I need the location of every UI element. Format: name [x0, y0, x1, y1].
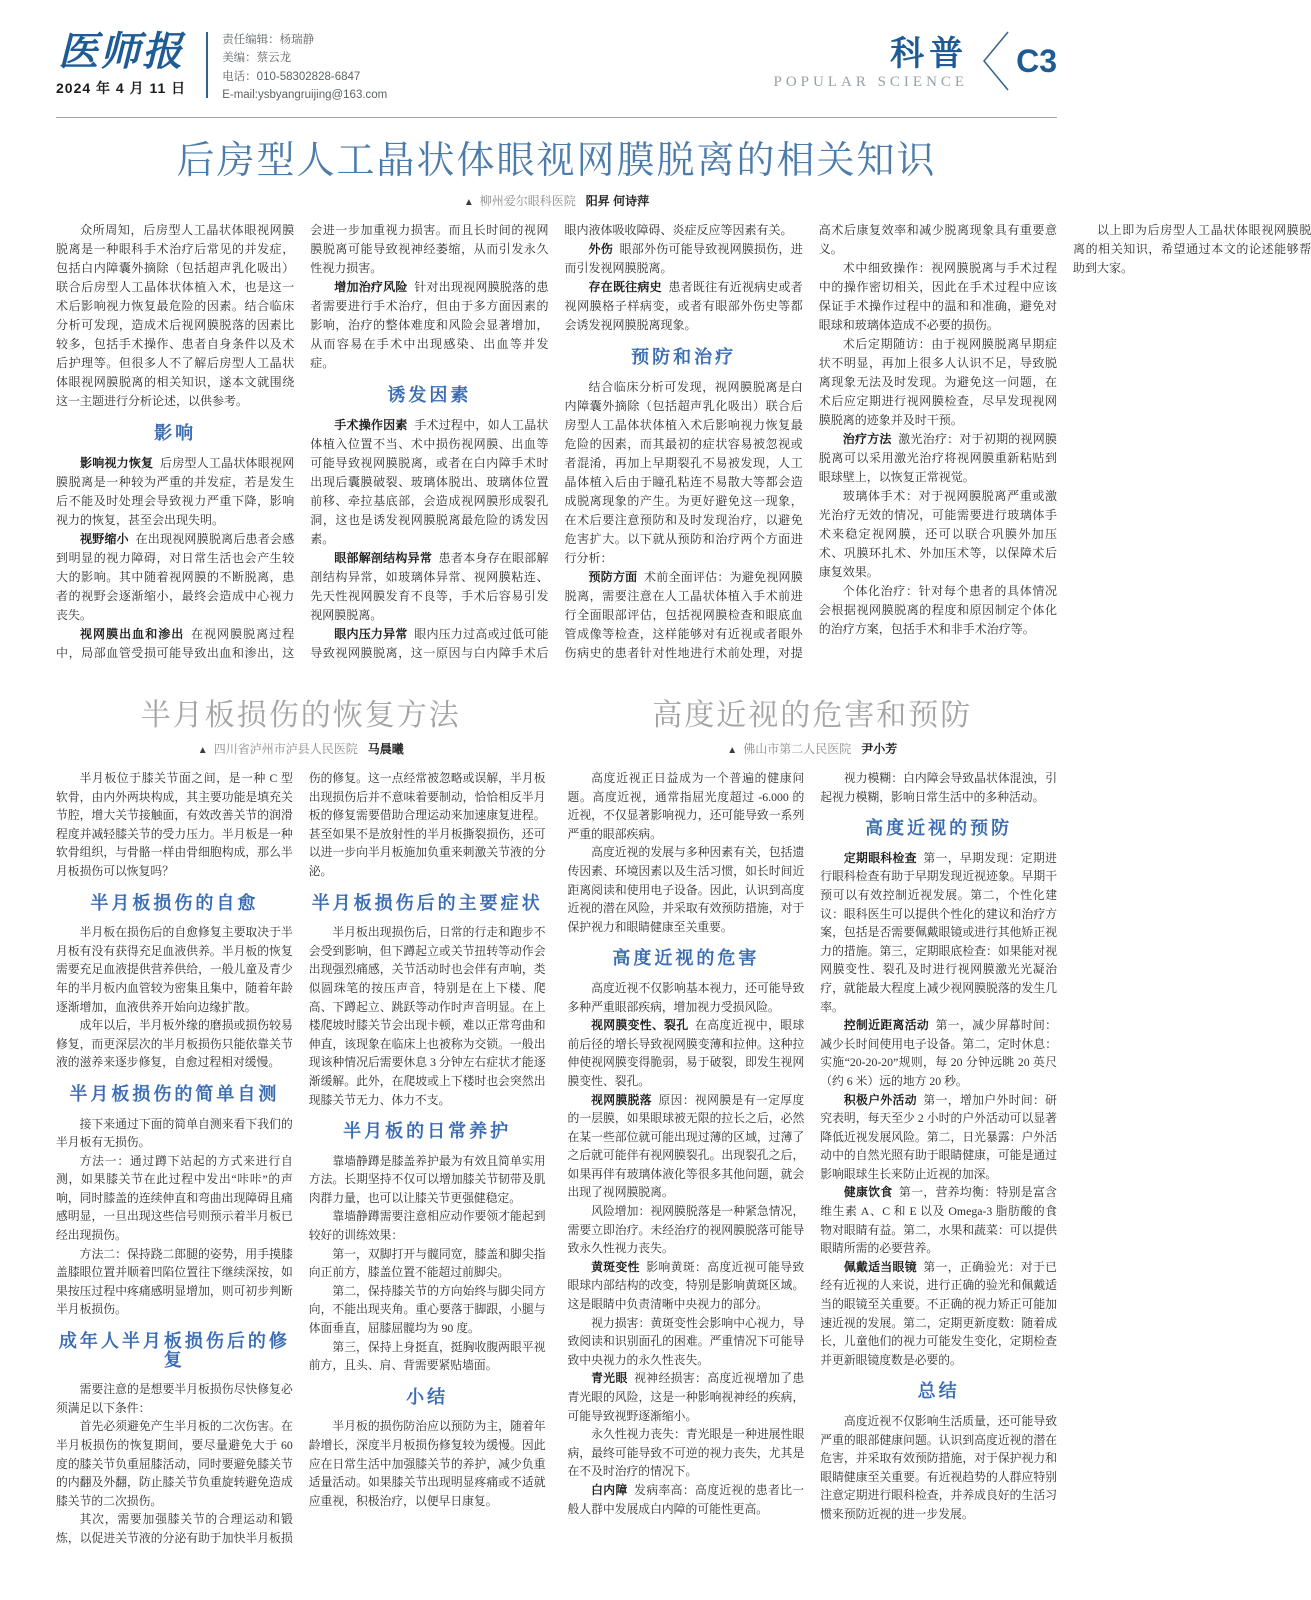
section-heading: 成年人半月板损伤后的修复 — [58, 1331, 290, 1370]
article-body — [56, 221, 1311, 676]
paragraph: 方法二：保持跷二郎腿的姿势，用手摸膝盖膝眼位置并顺着凹陷位置往下继续深按，如果按压过程中疼痛感明显增加，则可初步判断半月板损伤。 — [56, 1246, 293, 1317]
byline-authors: 尹小芳 — [861, 742, 898, 756]
issue-date: 2024 年 4 月 11 日 — [56, 80, 187, 96]
paragraph: 高度近视不仅影响生活质量，还可能导致严重的眼部健康问题。认识到高度近视的潜在危害，并采取有效预防措施，对于保护视力和眼睛健康至关重要。有近视趋势的人群应特别注意定期进行眼科检查，并养成良好的生活习惯来预防近视的进一步发展。 — [820, 1414, 1057, 1521]
paragraph: 增加治疗风险 针对出现视网膜脱落的患者需要进行手术治疗，但由于多方面因素的影响，治疗的整体难度和风险会显著增加，从而容易在手术中出现感染、出血等并发症。 — [310, 280, 549, 370]
paragraph: 半月板出现损伤后，日常的行走和跑步不会受到影响，但下蹲起立或关节扭转等动作会出现强烈痛感，关节活动时也会伴有声响，类似圆珠笔的按压声音，特别是在上下楼、爬高、下蹲起立、跳跃等动作时声音明显。在上楼爬坡时膝关节会出现卡顿，难以正常弯曲和伸直，该现象在临床上也被称为交锁。一般出现该种情况后需要休息 3 分钟左右症状才能逐渐缓解。此外，在爬坡或上下楼时也会突然出现膝关节无力、体力不支。 — [308, 925, 546, 1107]
paragraph-lead: 视野缩小 — [80, 532, 129, 546]
masthead-divider — [206, 32, 208, 98]
paragraph-lead: 视网膜出血和渗出 — [80, 627, 185, 641]
article-myopia — [568, 698, 1058, 1548]
section-heading: 半月板的日常养护 — [343, 1121, 512, 1142]
paragraph-lead: 定期眼科检查 — [843, 850, 917, 865]
paragraph: 第二，保持膝关节的方向始终与脚尖同方向，不能出现夹角。重心要落于脚跟，小腿与体面垂直，屈膝屈髋均为 90 度。 — [308, 1283, 546, 1336]
section-heading: 影响 — [154, 423, 197, 443]
paragraph: 方法一：通过蹲下站起的方式来进行自测，如果膝关节在此过程中发出“咔咔”的声响，同时膝盖的连续伸直和弯曲出现障碍且痛感明显，一旦出现这些信号则预示着半月板已经出现损伤。 — [56, 1153, 293, 1243]
byline-triangle-icon: ▲ — [727, 745, 738, 756]
article-title: 后房型人工晶状体眼视网膜脱离的相关知识 — [176, 140, 937, 182]
logo-block — [56, 30, 186, 98]
paragraph: 个体化治疗：针对每个患者的具体情况会根据视网膜脱离的程度和原因制定个体化的治疗方案，包括手术和非手术治疗等。 — [818, 584, 1057, 636]
paragraph-lead: 外伤 — [588, 242, 613, 256]
section-heading: 半月板损伤后的主要症状 — [311, 892, 543, 913]
article-main — [56, 138, 1311, 676]
paragraph: 成年以后，半月板外缘的磨损或损伤较易修复，而更深层次的半月板损伤只能依靠关节液的滋养来逐步修复，自愈过程相对缓慢。 — [56, 1018, 293, 1070]
chevron-left-icon — [980, 30, 1010, 92]
paragraph-lead: 佩戴适当眼镜 — [843, 1259, 917, 1274]
paragraph: 视网膜变性、裂孔 在高度近视中，眼球前后径的增长导致视网膜变薄和拉伸。这种拉伸使视网膜变得脆弱，易于破裂，即发生视网膜变性、裂孔。 — [567, 1018, 805, 1088]
byline-authors: 阳昇 何诗萍 — [585, 194, 650, 208]
editor-line: 美编：蔡云龙 — [222, 52, 292, 65]
article-byline — [568, 740, 1058, 757]
section-banner — [773, 30, 1057, 92]
article-title: 高度近视的危害和预防 — [652, 699, 973, 732]
paragraph: 治疗方法 激光治疗：对于初期的视网膜脱离可以采用激光治疗将视网膜重新粘贴到眼球壁上，以恢复正常视觉。 — [818, 432, 1057, 484]
article-meniscus — [56, 698, 546, 1548]
article-byline — [56, 192, 1057, 209]
paragraph: 第一，双脚打开与髋同宽，膝盖和脚尖指向正前方，膝盖位置不能超过前脚尖。 — [308, 1246, 546, 1280]
paragraph: 白内障 发病率高：高度近视的患者比一般人群中发展成白内障的可能性更高。 — [567, 1482, 805, 1516]
section-heading: 诱发因素 — [387, 385, 472, 405]
section-heading: 总结 — [917, 1381, 960, 1402]
editor-line: 电话：010-58302828-6847 — [222, 70, 361, 83]
paragraph-lead: 积极户外活动 — [843, 1092, 917, 1107]
paragraph: 外伤 眼部外伤可能导致视网膜损伤，进而引发视网膜脱离。 — [564, 242, 803, 275]
newspaper-logo: 医师报 — [58, 28, 185, 75]
paragraph: 高度近视的发展与多种因素有关，包括遗传因素、环境因素以及生活习惯，如长时间近距离阅读和使用电子设备。因此，认识到高度近视的潜在风险，并采取有效预防措施，对于保护视力和眼睛健康至关重要。 — [567, 845, 805, 934]
paragraph: 风险增加：视网膜脱落是一种紧急情况，需要立即治疗。未经治疗的视网膜脱落可能导致永久性视力丧失。 — [567, 1204, 805, 1256]
paragraph: 眼部解剖结构异常 患者本身存在眼部解剖结构异常，如玻璃体异常、视网膜粘连、先天性视网膜发育不良等，手术后容易引发视网膜脱离。 — [310, 551, 549, 622]
paragraph: 影响视力恢复 后房型人工晶状体眼视网膜脱离是一种较为严重的并发症，若是发生后不能及时处理会导致视力严重下降，影响视力的恢复，甚至会出现失明。 — [56, 456, 295, 527]
article-byline — [56, 740, 546, 757]
paragraph: 第三，保持上身挺直，挺胸收腹两眼平视前方，且头、肩、背需要紧贴墙面。 — [308, 1339, 546, 1373]
article-title: 半月板损伤的恢复方法 — [140, 699, 461, 732]
editor-info — [222, 30, 387, 105]
bottom-articles — [56, 698, 1057, 1548]
paragraph-lead: 治疗方法 — [842, 432, 892, 446]
paragraph: 术后定期随访：由于视网膜脱离早期症状不明显，再加上很多人认识不足，导致脱离现象无法及时发现。为避免这一问题，在术后应定期进行视网膜检查，尽早发现视网膜脱离的迹象并及时干预。 — [818, 337, 1057, 427]
paragraph: 手术操作因素 手术过程中，如人工晶状体植入位置不当、术中损伤视网膜、出血等可能导致视网膜脱离，或者在白内障手术时出现后囊膜破裂、玻璃体脱出、玻璃体位置前移、牵拉基底部，会造成视网膜形成裂孔洞，这也是诱发视网膜脱离最危险的诱发因素。 — [310, 418, 549, 546]
section-heading: 高度近视的危害 — [612, 948, 760, 969]
paragraph-lead: 健康饮食 — [843, 1185, 893, 1200]
paragraph: 半月板的损伤防治应以预防为主，随着年龄增长，深度半月板损伤修复较为缓慢。因此应在日常生活中加强膝关节的养护，减少负重适量活动。如果膝关节出现明显疼痛或不适就应重视，积极治疗，以便早日康复。 — [308, 1419, 546, 1508]
byline-triangle-icon: ▲ — [197, 745, 208, 756]
paragraph: 佩戴适当眼镜 第一，正确验光：对于已经有近视的人来说，进行正确的验光和佩戴适当的眼镜至关重要。不正确的视力矫正可能加速近视的发展。第二，定期更新度数：随着成长，儿童他们的视力可能发生变化，定期检查并更新眼镜度数是必要的。 — [820, 1259, 1057, 1367]
paragraph: 半月板位于膝关节面之间，是一种 C 型软骨，由内外两块构成，其主要功能是填充关节腔，增大关节接触面，有效改善关节的润滑程度并减轻膝关节的受力压力。半月板是一种软骨组织，与骨骼一样由骨细胞构成，那么半月板损伤可以恢复吗？ — [56, 771, 293, 878]
paragraph-lead: 白内障 — [591, 1482, 628, 1497]
section-heading: 半月板损伤的自愈 — [90, 892, 259, 913]
byline-triangle-icon: ▲ — [463, 197, 474, 208]
editor-line: 责任编辑：杨瑞静 — [222, 34, 315, 46]
paragraph: 眼内压力异常 眼内压力过高或过低可能导致视网膜脱离，这一原因与白内障手术后眼内液体吸收障碍、炎症反应等因素有关。 — [310, 223, 793, 660]
paragraph: 积极户外活动 第一，增加户外时间：研究表明，每天至少 2 小时的户外活动可以显著降低近视发展风险。第二，日光暴露：户外活动中的自然光照有助于眼睛健康，可能是通过影响眼球生长来防止近视的加深。 — [820, 1092, 1057, 1181]
paragraph-lead: 影响视力恢复 — [80, 456, 154, 470]
paragraph: 玻璃体手术：对于视网膜脱离严重或激光治疗无效的情况，可能需要进行玻璃体手术来稳定视网膜，还可以联合巩膜外加压术、巩膜环扎术、外加压术等，以保障术后康复效果。 — [818, 489, 1057, 579]
paragraph: 视网膜出血和渗出 在视网膜脱离过程中，局部血管受损可能导致出血和渗出，这会进一步加重视力损害。而且长时间的视网膜脱离可能导致视神经萎缩，从而引发永久性视力损害。 — [56, 223, 549, 660]
paragraph: 靠墙静蹲是膝盖养护最为有效且简单实用方法。长期坚持不仅可以增加膝关节韧带及肌肉群力量，也可以让膝关节更强健稳定。 — [308, 1153, 546, 1205]
paragraph: 控制近距离活动 第一，减少屏幕时间：减少长时间使用电子设备。第二，定时休息：实施“20-20-20”规则，每 20 分钟远眺 20 英尺（约 6 米）远的地方 20 秒。 — [820, 1018, 1057, 1088]
page-number: C3 — [1016, 43, 1057, 79]
paragraph-lead: 存在既往病史 — [588, 280, 662, 294]
paragraph: 视力模糊：白内障会导致晶状体混浊，引起视力模糊，影响日常生活中的多种活动。 — [820, 771, 1057, 804]
paragraph: 定期眼科检查 第一，早期发现：定期进行眼科检查有助于早期发现近视迹象。早期干预可以有效控制近视发展。第二，个性化建议：眼科医生可以提供个性化的建议和治疗方案，包括是否需要佩戴眼镜或进行其他矫正视力的措施。第三，定期眼底检查：如果能对视网膜变性、裂孔及时进行视网膜激光光凝治疗，就能最大程度上减少视网膜脱落的发生几率。 — [820, 850, 1057, 1014]
paragraph: 视野缩小 在出现视网膜脱离后患者会感到明显的视力障碍，对日常生活也会产生较大的影响。其中随着视网膜的不断脱离，患者的视野会逐渐缩小，最终会造成中心视力丧失。 — [56, 532, 295, 622]
paragraph-lead: 视网膜脱落 — [591, 1092, 652, 1107]
paragraph: 众所周知，后房型人工晶状体眼视网膜脱离是一种眼科手术治疗后常见的并发症，包括白内障囊外摘除（包括超声乳化吸出）联合后房型人工晶体状体植入术，也是这一术后影响视力恢复最危险的因素。结合临床分析可发现，造成术后视网膜脱落的因素比较多，包括手术操作、患者自身条件以及术后护理等。但很多人不了解后房型人工晶状体眼视网膜脱离的相关知识，遂本文就围绕这一主题进行分析论述，以供参考。 — [56, 223, 295, 408]
section-heading: 半月板损伤的简单自测 — [69, 1083, 280, 1104]
paragraph-lead: 眼部解剖结构异常 — [334, 551, 433, 565]
paragraph: 健康饮食 第一，营养均衡：特别是富含维生素 A、C 和 E 以及 Omega-3 脂肪酸的食物对眼睛有益。第二，水果和蔬菜：可以提供眼睛所需的必要营养。 — [820, 1185, 1057, 1256]
byline-authors: 马晨曦 — [367, 742, 404, 756]
paragraph: 高度近视不仅影响基本视力，还可能导致多种严重眼部疾病，增加视力受损风险。 — [567, 980, 805, 1014]
paragraph: 以上即为后房型人工晶状体眼视网膜脱离的相关知识，希望通过本文的论述能够帮助到大家。 — [1073, 223, 1311, 275]
paragraph-lead: 视网膜变性、裂孔 — [591, 1018, 689, 1033]
paragraph: 需要注意的是想要半月板损伤尽快修复必须满足以下条件： — [56, 1382, 293, 1415]
section-name-cn: 科普 — [890, 35, 969, 73]
paragraph: 视力损害：黄斑变性会影响中心视力，导致阅读和识别面孔的困难。严重情况下可能导致中央视力的永久性丧失。 — [567, 1315, 805, 1367]
paragraph: 预防方面 术前全面评估：为避免视网膜脱离，需要注意在人工晶状体植入手术前进行全面眼部评估，包括视网膜检查和眼底血管成像等检查，这样能够对有近视或者眼外伤病史的患者针对性地进行术前处理，对提高术后康复效率和减少脱离现象具有重要意义。 — [564, 223, 1057, 660]
masthead — [56, 30, 1057, 118]
paragraph-lead: 预防方面 — [588, 570, 638, 584]
paragraph: 术中细致操作：视网膜脱离与手术过程中的操作密切相关，因此在手术过程中应该保证手术操作过程中的温和和准确，避免对眼球和玻璃体造成不必要的损伤。 — [818, 261, 1057, 332]
paragraph: 首先必须避免产生半月板的二次伤害。在半月板损伤的恢复期间，要尽量避免大于 60 度的膝关节负重屈膝活动，同时要避免膝关节的内翻及外翻，防止膝关节负重旋转避免造成膝关节的二次损伤。 — [56, 1419, 293, 1508]
article-body — [56, 769, 546, 1548]
section-label — [773, 36, 968, 91]
editor-line: E-mail:ysbyangruijing@163.com — [222, 89, 388, 102]
section-name-en: POPULAR SCIENCE — [773, 74, 969, 90]
paragraph: 接下来通过下面的简单自测来看下我们的半月板有无损伤。 — [56, 1116, 293, 1150]
paragraph: 结合临床分析可发现，视网膜脱离是白内障囊外摘除（包括超声乳化吸出）联合后房型人工晶体状体植入术后影响视力恢复最危险的因素，而其最初的症状容易被忽视或者混淆，再加上早期裂孔不易被发现，人工晶体植入后由于瞳孔粘连不易散大等都会造成脱离现象的产生。为更好避免这一现象，在术后要注意预防和及时发现治疗，以避免危害扩大。以下就从预防和治疗两个方面进行分析： — [564, 380, 803, 565]
paragraph-lead: 青光眼 — [591, 1371, 628, 1386]
paragraph: 视网膜脱落 原因：视网膜是有一定厚度的一层膜，如果眼球被无限的拉长之后，必然在某一些部位就可能出现过薄的区域，过薄了之后就可能伴有视网膜裂孔。出现裂孔之后，如果再伴有玻璃体液化等很多其他问题，就会出现了视网膜脱离。 — [567, 1092, 805, 1200]
paragraph-lead: 增加治疗风险 — [334, 280, 408, 294]
paragraph: 永久性视力丧失：青光眼是一种进展性眼病，最终可能导致不可逆的视力丧失，尤其是在不及时治疗的情况下。 — [567, 1427, 805, 1479]
section-heading: 小结 — [406, 1386, 449, 1407]
section-heading: 预防和治疗 — [631, 347, 737, 367]
paragraph-lead: 黄斑变性 — [591, 1259, 640, 1274]
paragraph-lead: 控制近距离活动 — [843, 1018, 930, 1033]
paragraph: 半月板在损伤后的自愈修复主要取决于半月板有没有获得充足血液供养。半月板的恢复需要充足血液提供营养供给，一般儿童及青少年的半月板内血管较为密集且集中，随着年龄逐渐增加，血液供养开始向边缘扩散。 — [56, 925, 293, 1014]
paragraph-lead: 手术操作因素 — [334, 418, 408, 432]
paragraph: 黄斑变性 影响黄斑：高度近视可能导致眼球内部结构的改变，特别是影响黄斑区域。这是眼睛中负责清晰中央视力的部分。 — [567, 1259, 805, 1312]
section-heading: 高度近视的预防 — [865, 818, 1013, 839]
paragraph: 高度近视正日益成为一个普遍的健康问题。高度近视，通常指屈光度超过 -6.000 的近视，不仅显著影响视力，还可能导致一系列严重的眼部疾病。 — [567, 771, 805, 841]
paragraph: 青光眼 视神经损害：高度近视增加了患青光眼的风险，这是一种影响视神经的疾病，可能导致视野逐渐缩小。 — [567, 1371, 805, 1423]
byline-organization: 四川省泸州市泸县人民医院 — [213, 742, 358, 756]
byline-organization: 佛山市第二人民医院 — [743, 742, 852, 756]
paragraph-lead: 眼内压力异常 — [334, 627, 408, 641]
paragraph: 存在既往病史 患者既往有近视病史或者视网膜格子样病变，或者有眼部外伤史等都会诱发视网膜脱离现象。 — [564, 280, 803, 332]
article-body — [568, 769, 1058, 1524]
paragraph: 靠墙静蹲需要注意相应动作要领才能起到较好的训练效果： — [308, 1209, 546, 1243]
paragraph: 其次，需要加强膝关节的合理运动和锻炼，以促进关节液的分泌有助于加快半月板损伤的修复。这一点经常被忽略或误解，半月板出现损伤后并不意味着要制动，恰恰相反半月板的修复需要借助合理运动来加速康复进程。甚至如果不是放射性的半月板撕裂损伤，还可以进一步向半月板施加负重来刺激关节液的分泌。 — [56, 771, 546, 1545]
byline-organization: 柳州爱尔眼科医院 — [479, 194, 576, 208]
